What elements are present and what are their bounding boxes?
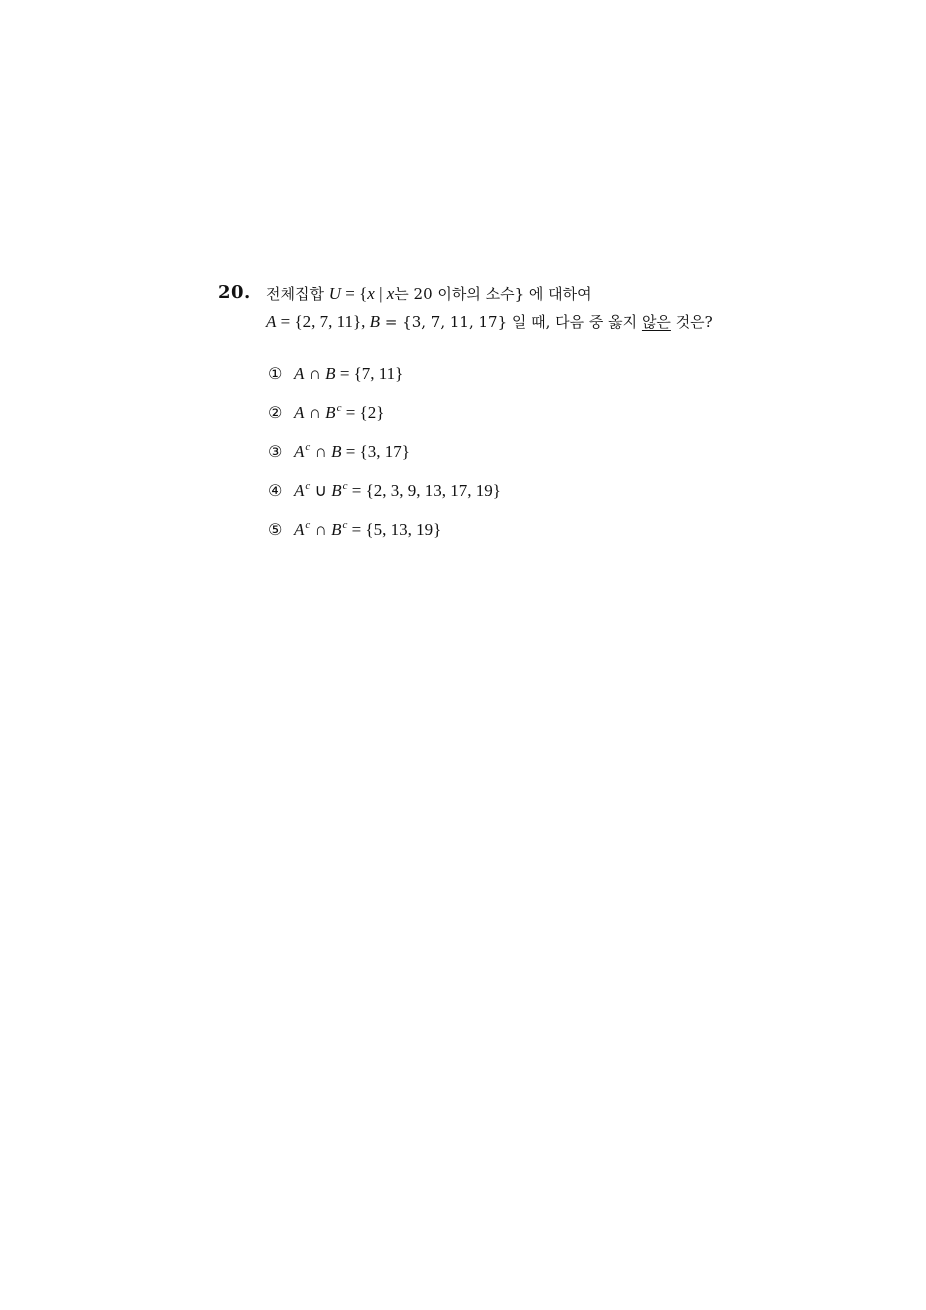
choice-expression-tail: ∩ B: [310, 520, 342, 539]
choice-expression-tail: = {2, 3, 9, 13, 17, 19}: [347, 481, 501, 500]
math-var-u: U: [328, 284, 342, 303]
choice-1[interactable]: [268, 360, 501, 399]
question-number: 20.: [218, 282, 251, 303]
math-text: |: [374, 284, 387, 303]
stem-text: = {3, 7, 11, 17} 일 때, 다음 중 옳지: [380, 313, 642, 331]
choice-5[interactable]: [268, 516, 501, 555]
math-var-x: x: [367, 284, 375, 303]
choice-2[interactable]: [268, 399, 501, 438]
choice-number: ③: [268, 442, 283, 461]
choice-expression: A ∩ B: [294, 403, 336, 422]
complement-superscript: c: [336, 402, 342, 414]
choice-number: ①: [268, 364, 283, 383]
complement-superscript: c: [342, 480, 348, 492]
math-var-b: B: [369, 312, 381, 331]
choice-expression-tail: = {5, 13, 19}: [347, 520, 442, 539]
complement-superscript: c: [342, 519, 348, 531]
question-line-1: [266, 280, 846, 308]
stem-text: 는 20 이하의 소수} 에 대하여: [394, 285, 592, 303]
stem-text: 전체집합: [266, 285, 329, 303]
choice-expression-tail: = {2}: [341, 403, 385, 422]
complement-superscript: c: [305, 519, 311, 531]
choice-3[interactable]: [268, 438, 501, 477]
underlined-word: 않은: [641, 313, 671, 331]
choice-expression-tail: ∩ B = {3, 17}: [310, 442, 410, 461]
question-stem: [266, 280, 846, 336]
choice-expression: A: [294, 481, 305, 500]
math-var-x: x: [386, 284, 395, 303]
choice-number: ②: [268, 403, 283, 422]
math-text: = {2, 7, 11},: [276, 312, 370, 331]
answer-choices: [268, 360, 501, 555]
choice-4[interactable]: [268, 477, 501, 516]
complement-superscript: c: [305, 480, 311, 492]
choice-expression: A: [294, 442, 305, 461]
complement-superscript: c: [305, 441, 311, 453]
choice-expression-tail: ∪ B: [310, 481, 342, 500]
question-line-2: [266, 308, 846, 336]
math-var-a: A: [266, 312, 277, 331]
choice-number: ④: [268, 481, 283, 500]
stem-text: 것은?: [670, 313, 713, 331]
choice-expression: A ∩ B = {7, 11}: [294, 364, 404, 383]
math-text: = {: [341, 284, 368, 303]
choice-number: ⑤: [268, 520, 283, 539]
choice-expression: A: [294, 520, 305, 539]
